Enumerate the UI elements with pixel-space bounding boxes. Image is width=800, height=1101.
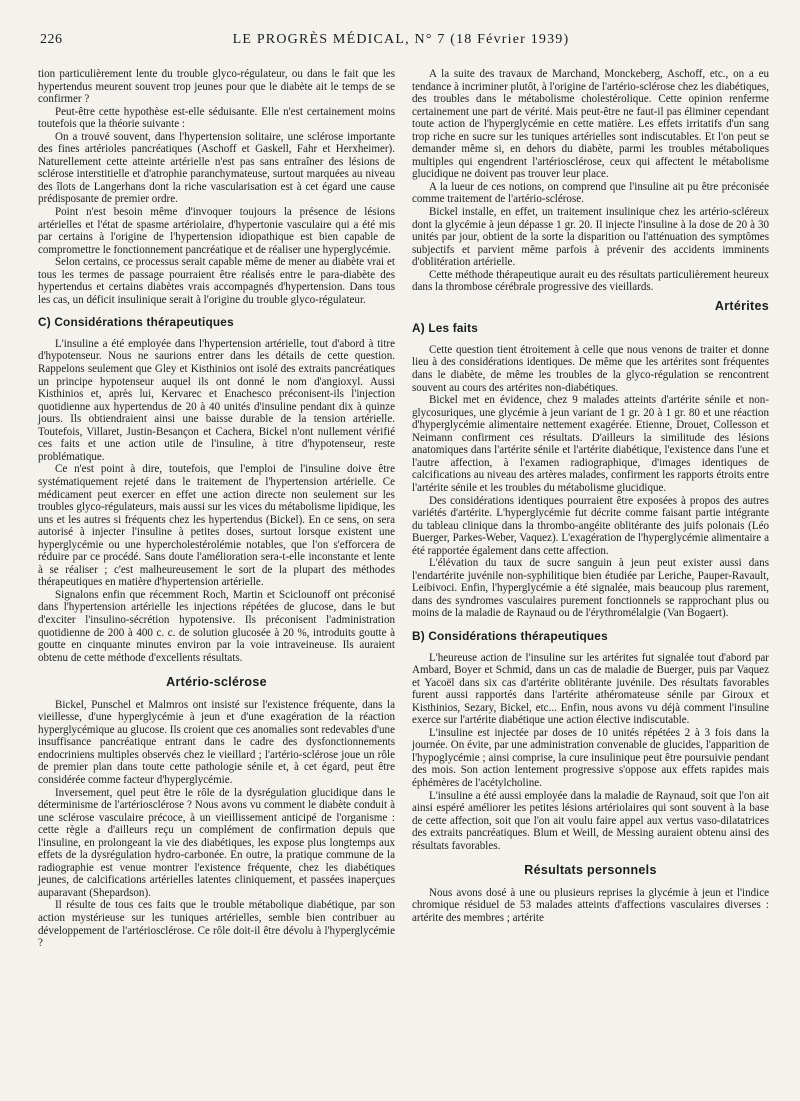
right-column — [412, 68, 769, 924]
paragraph: L'heureuse action de l'insuline sur les artérites fut signalée tout d'abord par Ambard, Boyer et Schmid, dans un cas de maladie de Buerger, puis par Vaquez et Yacoël dans six cas d'artérite oblitérante juvénile. Des résultats favorables furent aussi rapportés dans l'artérite athéromateuse sénile par Giroux et Kisthinios, Sezary, Bickel, etc... Enfin, nous avons vu déjà comment l'insuline exerce sur l'artérite diabétique une action élective indiscutable. — [412, 651, 769, 727]
paragraph: Selon certains, ce processus serait capable même de mener au diabète vrai et tous les termes de passage pourraient être réalisés entre le para-diabète des hypertendus et certains diabètes vrais accompagnés d'hypertension. Dans tous les cas, un déficit insulinique serait à l'origine du trouble glyco-régulateur. — [38, 256, 395, 306]
section-heading: Artério-sclérose — [166, 675, 267, 690]
paragraph: Nous avons dosé à une ou plusieurs reprises la glycémie à jeun et l'indice chromique résiduel de 53 malades atteints d'affections vasculaires diverses : artérite des membres ; artérite — [412, 886, 769, 924]
paragraph: L'élévation du taux de sucre sanguin à jeun peut exister aussi dans l'endartérite juvénile non-syphilitique bien étudiée par Leriche, Pauper-Ravault, Leibivoci. Enfin, l'hyperglycémie a été signalée, mais beaucoup plus rarement, dans des syndromes vasculaires purement fonctionnels se rapprochant plus ou moins de la maladie de Raynaud ou de l'érythromélalgie (Van Bogaert). — [412, 557, 769, 620]
page-header — [40, 32, 762, 56]
running-title: LE PROGRÈS MÉDICAL, N° 7 (18 Février 1939) — [232, 32, 570, 47]
paragraph: Bickel met en évidence, chez 9 malades atteints d'artérite sénile et non-glycosuriques, une glycémie à jeun variant de 1 gr. 20 à 1 gr. 80 et une réaction d'hyperglycémie alimentaire nettement exagérée. Etienne, Drouet, Collesson et Neimann confirment ces résultats. D'ailleurs la similitude des lésions anatomiques dans l'artérite sénile et l'artérite diabétique, l'existence dans l'une et l'autre affection, à l'examen radiographique, d'images identiques de calcifications au niveau des artères malades, confirment les rapports étroits entre l'artérite sénile et les troubles du métabolisme glucidique. — [412, 394, 769, 494]
paragraph: A la lueur de ces notions, on comprend que l'insuline ait pu être préconisée comme traitement de l'artério-sclérose. — [412, 180, 769, 206]
paragraph: Signalons enfin que récemment Roch, Martin et Sciclounoff ont préconisé dans l'hypertension artérielle les injections répétées de glucose, dans le but d'exciter l'insulino-sécrétion hypotensive. Ils préconisent l'administration quotidienne de 200 à 400 c. c. de solution glucosée à 20 %, introduits goutte à goutte en cinquante minutes environ par la voie intraveineuse. Ils auraient obtenu de cette méthode d'excellents résultats. — [38, 588, 395, 664]
paragraph: Cette méthode thérapeutique aurait eu des résultats particulièrement heureux dans la thrombose cérébrale progressive des vieillards. — [412, 268, 769, 294]
paragraph: Il résulte de tous ces faits que le trouble métabolique diabétique, par son action mystérieuse sur les tuniques artérielles, semble bien contribuer au développement de l'artériosclérose. Ce rôle doit-il être dévolu à l'hyperglycémie ? — [38, 899, 395, 950]
paragraph: Bickel installe, en effet, un traitement insulinique chez les artério-scléreux dont la glycémie à jeun dépasse 1 gr. 20. Il injecte l'insuline à la dose de 20 à 30 unités par jour, obtient de la sorte la disparition ou l'atténuation des symptômes subjectifs et parvient même parfois à prévenir des accidents imminents d'oblitération artérielle. — [412, 206, 769, 269]
subsection-heading: A) Les faits — [412, 321, 478, 336]
paragraph: Cette question tient étroitement à celle que nous venons de traiter et donne lieu à des considérations identiques. De même que les artérites sont fréquentes dans le diabète, de même les troubles de la glyco-régulation se rencontrent souvent au cours des artérites non-diabétiques. — [412, 343, 769, 394]
subsection-heading: B) Considérations thérapeutiques — [412, 628, 608, 643]
section-heading: Artérites — [714, 298, 769, 313]
paragraph: L'insuline a été aussi employée dans la maladie de Raynaud, soit que l'on ait ainsi espéré améliorer les petites lésions artériolaires qui sont souvent à la base de cette affection, soit que l'on ait voulu faire appel aux vertus vaso-dilatatrices des extraits pancréatiques. Blum et Weill, de Messing auraient obtenu ainsi des résultats favorables. — [412, 789, 769, 852]
paragraph: A la suite des travaux de Marchand, Monckeberg, Aschoff, etc., on a eu tendance à incriminer plutôt, à l'origine de l'artério-sclérose chez les diabétiques, des troubles dans le métabolisme cholestérolique. Cette opinion renferme certainement une part de vérité. Mais peut-être ne faut-il pas éliminer cependant toute action de l'hyperglycémie en cette matière. Les effets irritatifs d'un sang trop riche en sucre sur les tuniques artérielles sont indiscutables. Et l'on peut se demander même si, en dehors du diabète, parmi les troubles métaboliques multiples qui engendrent l'artériosclérose, ceux qui affectent le métabolisme glucidique ne doivent pas trouver leur place. — [412, 68, 769, 181]
paragraph: Bickel, Punschel et Malmros ont insisté sur l'existence fréquente, dans la vieillesse, d'une hyperglycémie à jeun et d'une exagération de la réaction hyperglycémique au glucose. Ils croient que ces anomalies sont redevables d'une insuffisance pancréatique entrant dans le cadre des dysfonctionnements endocriniens multiples observés chez le vieillard ; l'artério-sclérose joue un rôle de premier plan dans toute cette pathologie sénile et, à cet égard, peut être considérée comme facteur d'hyperglycémie. — [38, 698, 395, 786]
page-number: 226 — [40, 32, 63, 47]
paragraph: tion particulièrement lente du trouble glyco-régulateur, ou dans le fait que les hypertendus meurent souvent trop jeunes pour que le diabète ait le temps de se confirmer ? — [38, 68, 395, 106]
left-column — [38, 68, 395, 950]
paragraph: Point n'est besoin même d'invoquer toujours la présence de lésions artérielles et l'état de spasme artériolaire, d'hypertonie vasculaire qui a été mis par certains à l'origine de l'hypertension idiopathique est bien capable de compromettre le fonctionnement pancréatique et de réaliser une hyperglycémie. — [38, 206, 395, 256]
paragraph: On a trouvé souvent, dans l'hypertension solitaire, une sclérose importante des fines artérioles pancréatiques (Aschoff et Gaskell, Fahr et Herxheimer). Naturellement cette atteinte artérielle n'est pas sans entraîner des lésions de sclérose interstitielle et d'atrophie paranchymateuse, surtout marquées au niveau des îlots de Langerhans dont la riche vascularisation est à cet égard une cause prédisposante de premier ordre. — [38, 130, 395, 206]
section-heading: Résultats personnels — [524, 863, 657, 878]
paragraph: Inversement, quel peut être le rôle de la dysrégulation glucidique dans le déterminisme de l'artériosclérose ? Nous avons vu comment le diabète conduit à une sclérose vasculaire précoce, à un vieillissement anticipé de l'organisme : cette règle a d'ailleurs reçu un complément de confirmation depuis que l'insuline, en prolongeant la vie des diabétiques, les expose plus longtemps aux effets de la dysrégulation hydro-carbonée. En outre, la pratique commune de la radiographie est venue montrer l'existence fréquente, chez les diabétiques jeunes, de calcifications artérielles latentes cliniquement, et passées inaperçues auparavant (Shepardson). — [38, 786, 395, 899]
paragraph: L'insuline a été employée dans l'hypertension artérielle, tout d'abord à titre d'hypotenseur. Nous ne saurions entrer dans les détails de cette question. Rappelons seulement que Gley et Kisthinios ont isolé des extraits pancréatiques un principe hypotenseur auquel ils ont donné le nom d'angioxyl. Aussi Kisthinios et, après lui, Kervarec et Enachesco préconisent-ils l'injection quotidienne aux hypertendus de 20 à 40 unités d'insuline pendant dix à quinze jours. Ils obtiendraient ainsi une baisse durable de la tension artérielle. Toutefois, Villaret, Justin-Besançon et Cachera, Bickel n'ont nullement vérifié ces faits et une action utile de l'insuline, à titre d'hypotenseur, reste problématique. — [38, 337, 395, 463]
paragraph: Des considérations identiques pourraient être exposées à propos des autres variétés d'artérite. L'hyperglycémie fut décrite comme faisant partie intégrante du tableau clinique dans la thrombo-angéite oblitérante des juifs polonais (Léo Buerger, Parkes-Weber, Vaquez). L'exagération de l'hyperglycémie alimentaire a été rapportée également dans cette affection. — [412, 494, 769, 557]
paragraph: Ce n'est point à dire, toutefois, que l'emploi de l'insuline doive être systématiquement rejeté dans le traitement de l'hypertension artérielle. Ce médicament peut exercer en effet une action directe non seulement sur les troubles glyco-régulateurs, mais aussi sur les vices du métabolisme lipidique, les uns et les autres si fréquents chez les hypertendus (Bickel). En ce sens, on sera autorisé à injecter l'insuline à petites doses, surtout lorsque existent une hyperglycémie ou une hypercholestérolémie notables, que l'on s'efforcera de réduire par ce procédé. Sans doute l'amélioration sera-t-elle inconstante et lente à se réaliser ; c'est malheureusement le sort de la plupart des méthodes thérapeutiques en matière d'hypertension artérielle. — [38, 463, 395, 589]
paragraph: L'insuline est injectée par doses de 10 unités répétées 2 à 3 fois dans la journée. On évite, par une administration convenable de glucides, l'apparition de l'hypoglycémie ; ainsi comprise, la cure insulinique peut être poursuivie pendant des mois. Son action lentement progressive s'oppose aux effets rapides mais éphémères de l'acétylcholine. — [412, 726, 769, 789]
subsection-heading: C) Considérations thérapeutiques — [38, 315, 234, 330]
paragraph: Peut-être cette hypothèse est-elle séduisante. Elle n'est certainement moins toutefois que la théorie suivante : — [38, 105, 395, 131]
